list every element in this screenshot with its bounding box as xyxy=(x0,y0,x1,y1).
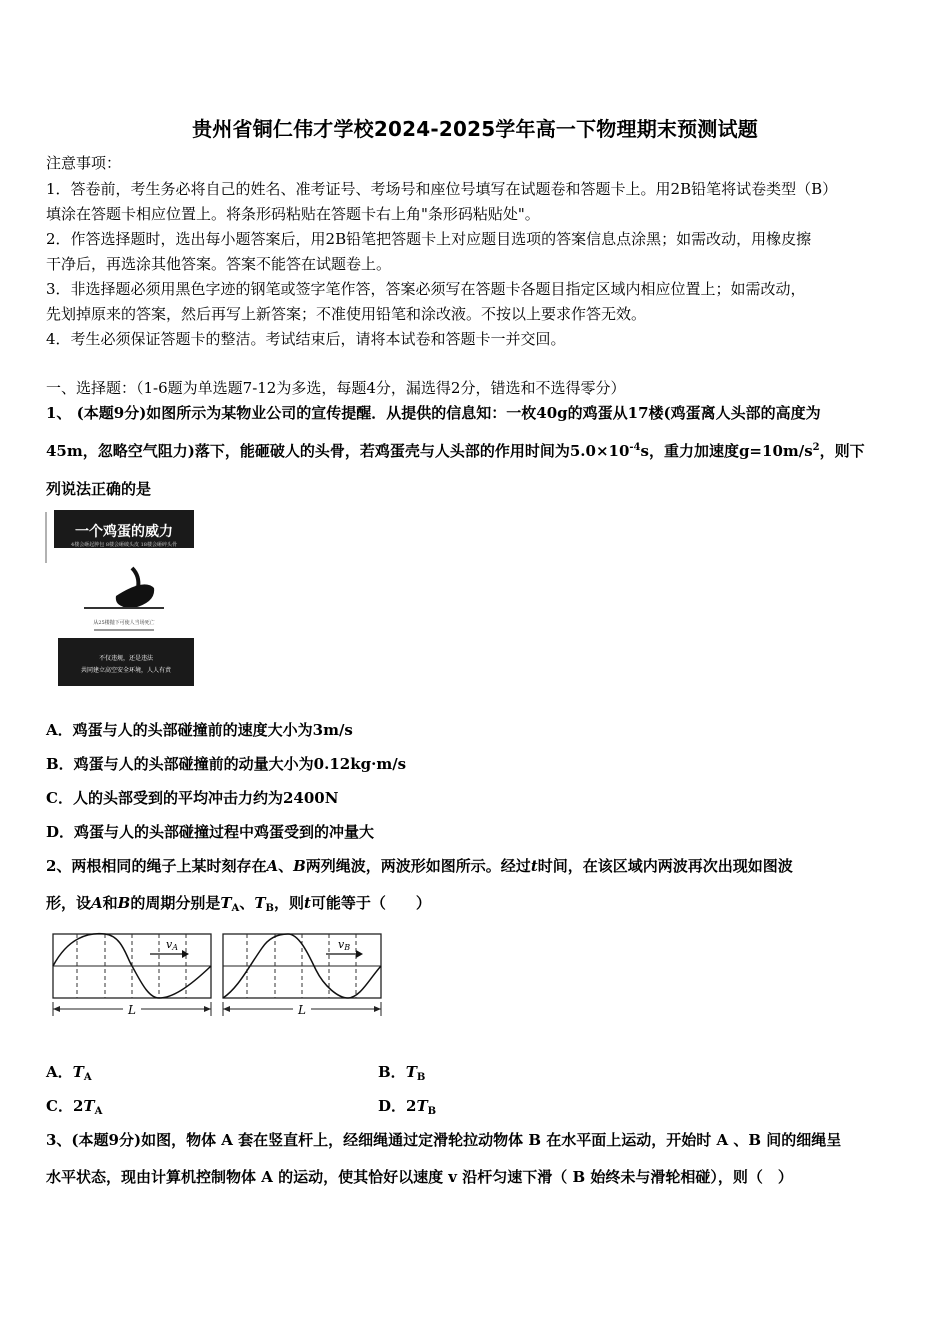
notice-line: 先划掉原来的答案，然后再写上新答案；不准使用铅笔和涂改液。不按以上要求作答无效。 xyxy=(46,305,647,323)
egg-splash-icon xyxy=(116,584,154,608)
wave-a-velocity-label: vA xyxy=(166,938,178,952)
q2-stem-line1: 2、两根相同的绳子上某时刻存在A、B两列绳波，两波形如图所示。经过t时间，在该区域内两波再次出现如图波 xyxy=(46,857,793,875)
wave-a-length-label: L xyxy=(128,1003,136,1017)
q2-wave-figure xyxy=(48,928,388,1020)
q1-stem-line2: 45m，忽略空气阻力)落下，能砸破人的头骨，若鸡蛋壳与人头部的作用时间为$5.0\times 10^{-4}s$，重力加速度$g=10m/s^2$，则下 xyxy=(46,442,865,460)
q1-stem-line1: 1、 (本题9分)如图所示为某物业公司的宣传提醒．从提供的信息知：一枚40g的鸡蛋从17楼(鸡蛋离人头部的高度为 xyxy=(46,404,821,422)
q3-stem-line2: 水平状态，现由计算机控制物体 A 的运动，使其恰好以速度 v 沿杆匀速下滑（ B 始终未与滑轮相碰），则（ ） xyxy=(46,1168,793,1186)
poster-footer-box xyxy=(58,638,194,686)
wave-b-length-label: L xyxy=(298,1003,306,1017)
notice-heading: 注意事项： xyxy=(46,154,122,172)
wave-a-panel xyxy=(53,934,211,1017)
q2-option-b: B．$T_B$ xyxy=(378,1063,426,1083)
poster-subtitle: 4楼会砸起肿包 8楼会砸破头皮 18楼会砸碎头骨 xyxy=(71,542,177,548)
q2-option-d: D．$2T_B$ xyxy=(378,1097,437,1117)
wave-b-panel xyxy=(223,934,381,1017)
notice-line: 2．作答选择题时，选出每小题答案后，用2B铅笔把答题卡上对应题目选项的答案信息点涂黑；如需改动，用橡皮擦 xyxy=(46,230,812,248)
page-title: 贵州省铜仁伟才学校2024-2025学年高一下物理期末预测试题 xyxy=(192,117,758,141)
q3-stem-line1: 3、(本题9分)如图，物体 A 套在竖直杆上，经细绳通过定滑轮拉动物体 B 在水平面上运动，开始时 A 、B 间的细绳呈 xyxy=(46,1131,842,1149)
q1-option-b: B．鸡蛋与人的头部碰撞前的动量大小为0.12kg·m/s xyxy=(46,755,407,773)
poster-footer-line1: 不仅违规，还是违法 xyxy=(98,655,154,662)
notice-line: 1．答卷前，考生务必将自己的姓名、准考证号、考场号和座位号填写在试题卷和答题卡上。用2B铅笔将试卷类型（B） xyxy=(46,180,838,198)
wave-b-velocity-label: vB xyxy=(338,938,351,952)
poster-title: 一个鸡蛋的威力 xyxy=(75,524,173,540)
notice-line: 干净后，再选涂其他答案。答案不能答在试题卷上。 xyxy=(46,255,392,273)
notice-line: 3．非选择题必须用黑色字迹的钢笔或签字笔作答，答案必须写在答题卡各题目指定区域内相应位置上；如需改动， xyxy=(46,280,806,298)
q1-option-d: D．鸡蛋与人的头部碰撞过程中鸡蛋受到的冲量大 xyxy=(46,823,375,841)
q2-stem-line2: 形，设A和B的周期分别是$T_A$、$T_B$，则t可能等于（ ） xyxy=(46,894,431,914)
poster-footer-line2: 共同建立高空安全环境，人人有责 xyxy=(80,667,172,674)
q1-stem-line3: 列说法正确的是 xyxy=(46,480,152,498)
poster-caption: 从25楼抛下可使人当场死亡 xyxy=(93,620,155,626)
q1-poster-figure xyxy=(44,508,196,690)
notice-line: 4．考生必须保证答题卡的整洁。考试结束后，请将本试卷和答题卡一并交回。 xyxy=(46,330,566,348)
notice-line: 填涂在答题卡相应位置上。将条形码粘贴在答题卡右上角"条形码粘贴处"。 xyxy=(46,205,540,223)
q2-option-a: A．$T_A$ xyxy=(46,1063,92,1083)
q1-option-c: C．人的头部受到的平均冲击力约为2400N xyxy=(46,789,339,807)
q1-option-a: A．鸡蛋与人的头部碰撞前的速度大小为3m/s xyxy=(46,721,353,739)
section-heading: 一、选择题：（1-6题为单选题7-12为多选，每题4分，漏选得2分，错选和不选得零分） xyxy=(46,379,626,397)
q2-option-c: C．$2T_A$ xyxy=(46,1097,103,1117)
